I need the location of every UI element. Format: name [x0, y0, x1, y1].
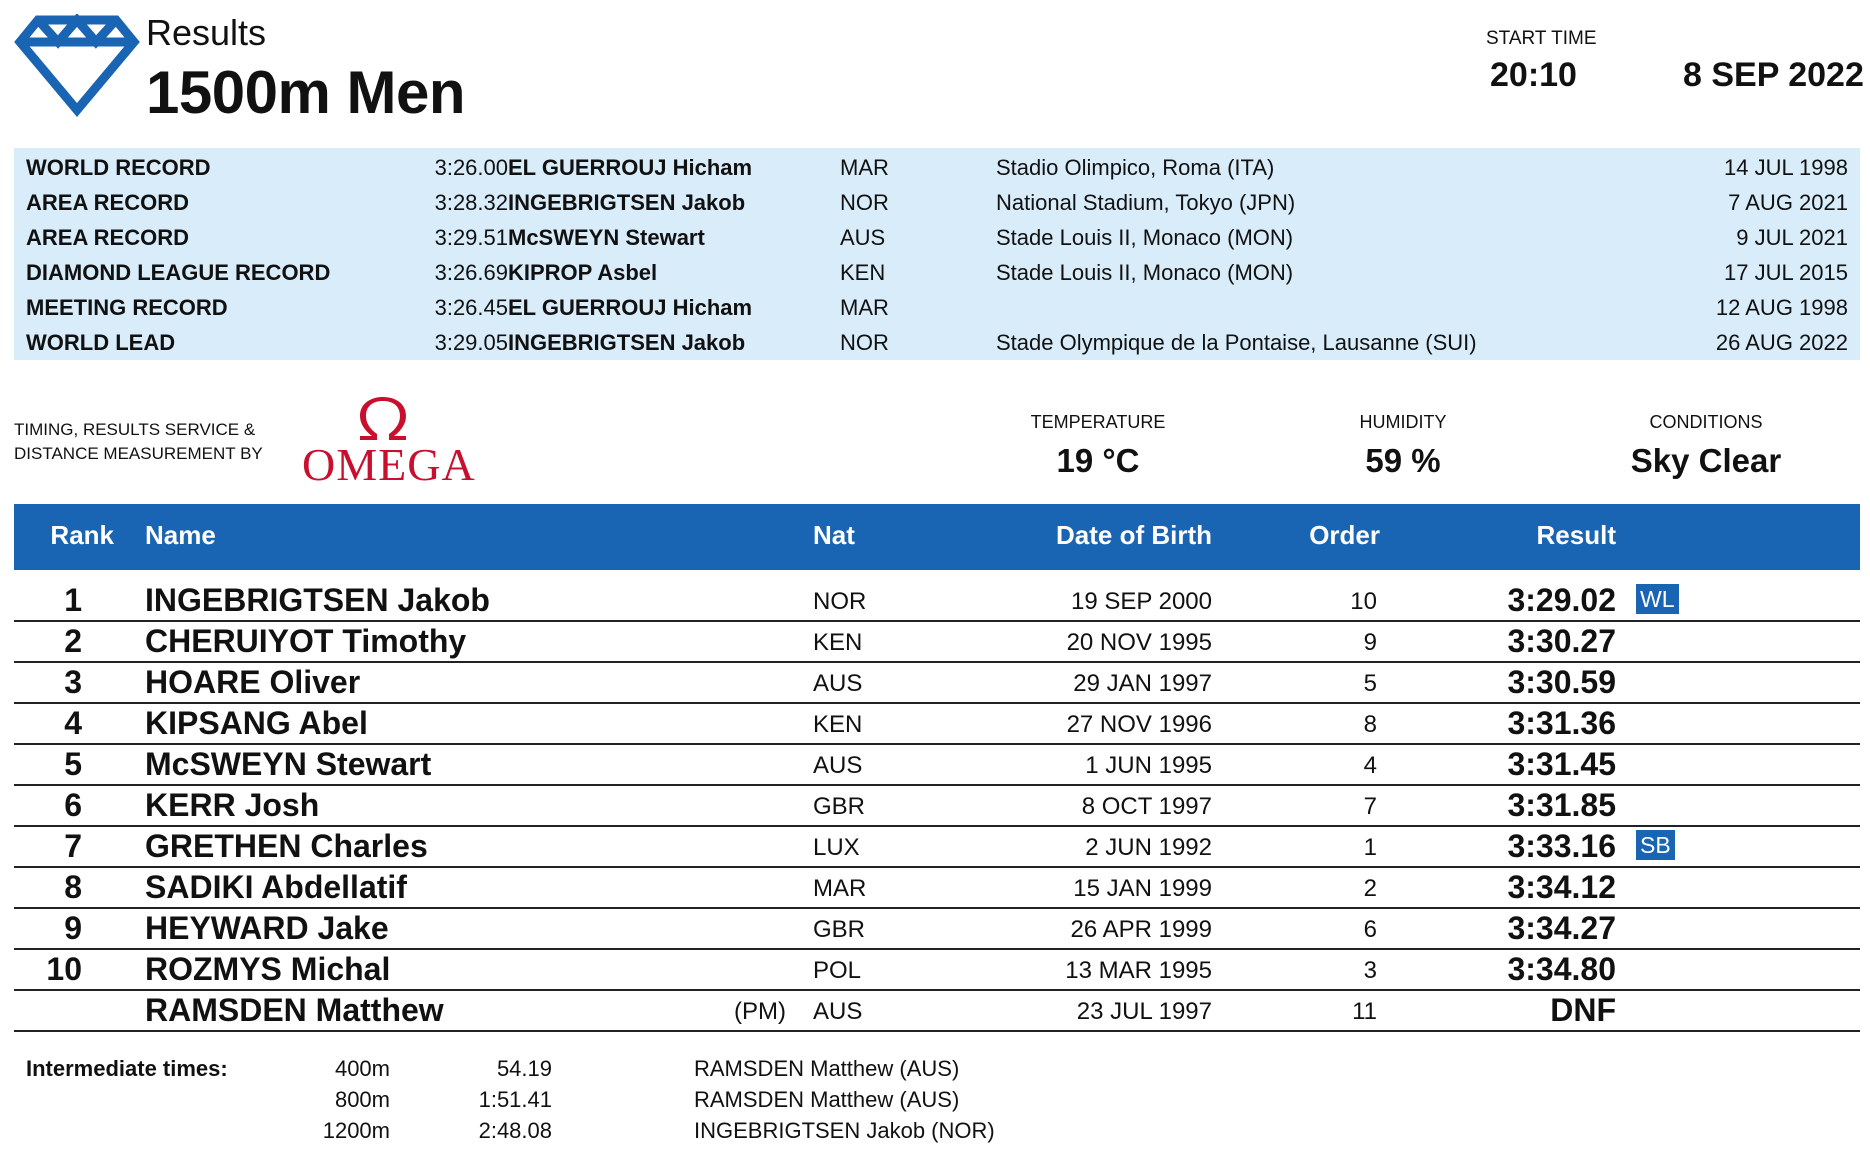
- page-subtitle: Results: [146, 12, 267, 53]
- column-name: Name: [145, 520, 216, 550]
- conditions-value: Sky Clear: [1630, 442, 1782, 479]
- page-title: 1500m Men: [146, 59, 465, 126]
- record-row: [14, 290, 1860, 325]
- athlete-name: KERR Josh: [145, 787, 320, 823]
- record-row: [14, 325, 1860, 360]
- athlete-name: ROZMYS Michal: [145, 951, 391, 987]
- records-table: [14, 148, 1860, 360]
- result-rank: 8: [64, 869, 82, 905]
- record-holder: INGEBRIGTSEN Jakob: [508, 190, 746, 215]
- diamond-league-logo-icon: [14, 14, 140, 118]
- record-nat: MAR: [840, 155, 889, 180]
- record-nat: MAR: [840, 295, 889, 320]
- record-date: 17 JUL 2015: [1724, 260, 1848, 285]
- conditions-label: CONDITIONS: [1649, 412, 1763, 432]
- record-time: 3:26.69: [434, 260, 508, 285]
- record-time: 3:29.05: [434, 330, 508, 355]
- record-row: [14, 220, 1860, 255]
- athlete-dob: 19 SEP 2000: [1070, 588, 1212, 615]
- record-date: 12 AUG 1998: [1715, 295, 1848, 320]
- result-time: 3:34.27: [1507, 910, 1616, 946]
- pacemaker-tag: (PM): [734, 998, 786, 1025]
- athlete-nat: AUS: [813, 752, 863, 779]
- record-type: WORLD RECORD: [26, 155, 211, 180]
- record-holder: EL GUERROUJ Hicham: [508, 155, 753, 180]
- athlete-dob: 23 JUL 1997: [1076, 998, 1212, 1025]
- split-distance: 1200m: [322, 1118, 390, 1143]
- table-row: [14, 826, 1860, 868]
- athlete-nat: AUS: [813, 998, 863, 1025]
- record-holder: KIPROP Asbel: [508, 260, 658, 285]
- column-nat: Nat: [813, 520, 855, 550]
- record-date: 14 JUL 1998: [1724, 155, 1848, 180]
- result-time: 3:30.27: [1507, 623, 1616, 659]
- start-order: 10: [1350, 588, 1377, 615]
- table-row: [14, 785, 1860, 827]
- athlete-dob: 26 APR 1999: [1070, 916, 1212, 943]
- start-time-value: 20:10: [1490, 56, 1577, 94]
- event-date: 8 SEP 2022: [1683, 56, 1864, 94]
- athlete-name: SADIKI Abdellatif: [145, 869, 407, 905]
- athlete-nat: GBR: [813, 916, 866, 943]
- start-order: 6: [1363, 916, 1377, 943]
- athlete-dob: 20 NOV 1995: [1066, 629, 1212, 656]
- humidity-label: HUMIDITY: [1359, 412, 1447, 432]
- start-time-label: START TIME: [1486, 28, 1597, 49]
- result-rank: 3: [64, 664, 82, 700]
- record-venue: National Stadium, Tokyo (JPN): [996, 190, 1296, 215]
- column-dob: Date of Birth: [1056, 520, 1212, 550]
- record-nat: AUS: [840, 225, 886, 250]
- omega-logo: OMEGA: [302, 439, 476, 490]
- athlete-dob: 2 JUN 1992: [1085, 834, 1212, 861]
- table-row: [14, 867, 1860, 909]
- record-holder: EL GUERROUJ Hicham: [508, 295, 753, 320]
- result-time: 3:34.80: [1507, 951, 1616, 987]
- athlete-nat: KEN: [813, 629, 863, 656]
- temperature-label: TEMPERATURE: [1030, 412, 1166, 432]
- record-venue: Stade Louis II, Monaco (MON): [996, 260, 1294, 285]
- record-venue: Stade Louis II, Monaco (MON): [996, 225, 1294, 250]
- result-rank: 7: [64, 828, 82, 864]
- athlete-nat: NOR: [813, 588, 867, 615]
- table-row: [14, 990, 1860, 1032]
- athlete-nat: AUS: [813, 670, 863, 697]
- record-date: 7 AUG 2021: [1728, 190, 1848, 215]
- result-time: 3:31.45: [1507, 746, 1616, 782]
- athlete-nat: GBR: [813, 793, 866, 820]
- humidity-value: 59 %: [1365, 442, 1441, 479]
- timing-credit: [14, 418, 263, 466]
- athlete-nat: KEN: [813, 711, 863, 738]
- record-row: [14, 185, 1860, 220]
- start-order: 8: [1363, 711, 1377, 738]
- intermediate-row: [0, 1087, 1870, 1118]
- result-time: 3:29.02: [1507, 582, 1616, 618]
- record-venue: Stadio Olimpico, Roma (ITA): [996, 155, 1275, 180]
- intermediate-row: [0, 1118, 1870, 1149]
- split-time: 54.19: [496, 1056, 552, 1081]
- intermediate-times-label: Intermediate times:: [26, 1056, 228, 1081]
- record-nat: NOR: [840, 330, 889, 355]
- results-table-header: [14, 504, 1860, 570]
- split-leader: INGEBRIGTSEN Jakob (NOR): [694, 1118, 995, 1143]
- start-order: 2: [1363, 875, 1377, 902]
- record-type: AREA RECORD: [26, 225, 189, 250]
- start-order: 1: [1363, 834, 1377, 861]
- column-order: Order: [1309, 520, 1380, 550]
- table-row: [14, 580, 1860, 622]
- athlete-name: KIPSANG Abel: [145, 705, 368, 741]
- record-date: 9 JUL 2021: [1736, 225, 1848, 250]
- record-time: 3:29.51: [434, 225, 508, 250]
- split-leader: RAMSDEN Matthew (AUS): [694, 1087, 960, 1112]
- athlete-nat: LUX: [813, 834, 860, 861]
- athlete-name: HOARE Oliver: [145, 664, 361, 700]
- record-date: 26 AUG 2022: [1715, 330, 1848, 355]
- start-order: 9: [1363, 629, 1377, 656]
- result-time: 3:31.36: [1507, 705, 1616, 741]
- result-time: 3:34.12: [1507, 869, 1616, 905]
- record-type: WORLD LEAD: [26, 330, 176, 355]
- record-type: MEETING RECORD: [26, 295, 228, 320]
- start-order: 3: [1363, 957, 1377, 984]
- record-type: AREA RECORD: [26, 190, 189, 215]
- start-order: 5: [1363, 670, 1377, 697]
- split-time: 1:51.41: [478, 1087, 552, 1112]
- result-rank: 6: [64, 787, 82, 823]
- record-time: 3:26.00: [434, 155, 508, 180]
- table-row: [14, 744, 1860, 786]
- result-rank: 9: [64, 910, 82, 946]
- result-rank: 2: [64, 623, 82, 659]
- column-rank: Rank: [50, 520, 114, 550]
- athlete-dob: 13 MAR 1995: [1065, 957, 1212, 984]
- athlete-name: RAMSDEN Matthew: [145, 992, 444, 1028]
- split-leader: RAMSDEN Matthew (AUS): [694, 1056, 960, 1081]
- record-nat: NOR: [840, 190, 889, 215]
- record-type: DIAMOND LEAGUE RECORD: [26, 260, 331, 285]
- athlete-dob: 27 NOV 1996: [1066, 711, 1212, 738]
- athlete-name: McSWEYN Stewart: [145, 746, 432, 782]
- start-order: 11: [1352, 998, 1377, 1025]
- athlete-dob: 29 JAN 1997: [1073, 670, 1212, 697]
- result-time: DNF: [1550, 992, 1616, 1028]
- athlete-dob: 15 JAN 1999: [1073, 875, 1212, 902]
- result-time: 3:30.59: [1507, 664, 1616, 700]
- record-time: 3:26.45: [434, 295, 508, 320]
- start-order: 7: [1363, 793, 1377, 820]
- record-venue: Stade Olympique de la Pontaise, Lausanne (SUI): [996, 330, 1477, 355]
- omega-symbol-icon: [356, 394, 410, 444]
- athlete-name: CHERUIYOT Timothy: [145, 623, 467, 659]
- athlete-dob: 1 JUN 1995: [1085, 752, 1212, 779]
- result-rank: 5: [64, 746, 82, 782]
- athlete-name: GRETHEN Charles: [145, 828, 428, 864]
- record-row: [14, 150, 1860, 185]
- result-time: 3:33.16: [1507, 828, 1616, 864]
- start-order: 4: [1363, 752, 1377, 779]
- athlete-name: HEYWARD Jake: [145, 910, 389, 946]
- result-rank: 4: [64, 705, 82, 741]
- result-time: 3:31.85: [1507, 787, 1616, 823]
- table-row: [14, 662, 1860, 704]
- athlete-name: INGEBRIGTSEN Jakob: [145, 582, 490, 618]
- performance-badge: WL: [1636, 584, 1679, 614]
- timing-credit-line2: DISTANCE MEASUREMENT BY: [14, 444, 263, 463]
- athlete-nat: MAR: [813, 875, 867, 902]
- athlete-dob: 8 OCT 1997: [1081, 793, 1212, 820]
- timing-credit-line1: TIMING, RESULTS SERVICE &: [14, 420, 256, 439]
- table-row: [14, 703, 1860, 745]
- record-nat: KEN: [840, 260, 886, 285]
- performance-badge: SB: [1636, 830, 1675, 860]
- record-time: 3:28.32: [434, 190, 508, 215]
- intermediate-row: [0, 1056, 1870, 1087]
- athlete-nat: POL: [813, 957, 862, 984]
- record-holder: McSWEYN Stewart: [508, 225, 705, 250]
- table-row: [14, 621, 1860, 663]
- record-row: [14, 255, 1860, 290]
- split-distance: 400m: [334, 1056, 390, 1081]
- temperature-value: 19 °C: [1056, 442, 1140, 479]
- table-row: [14, 949, 1860, 991]
- split-distance: 800m: [334, 1087, 390, 1112]
- column-result: Result: [1536, 520, 1616, 550]
- result-rank: 10: [46, 951, 82, 987]
- table-row: [14, 908, 1860, 950]
- record-holder: INGEBRIGTSEN Jakob: [508, 330, 746, 355]
- result-rank: 1: [64, 582, 82, 618]
- split-time: 2:48.08: [478, 1118, 552, 1143]
